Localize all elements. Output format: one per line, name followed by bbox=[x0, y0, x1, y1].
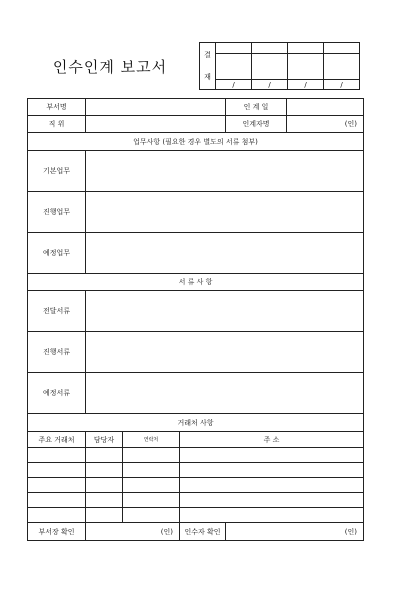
planned-work-field[interactable] bbox=[86, 233, 364, 274]
clients-header: 거래처 사항 bbox=[28, 414, 364, 432]
person-cell[interactable] bbox=[86, 448, 123, 463]
approval-title-cell[interactable] bbox=[252, 43, 288, 54]
approval-label bbox=[200, 43, 216, 90]
address-cell[interactable] bbox=[180, 448, 364, 463]
client-cell[interactable] bbox=[28, 463, 86, 478]
approval-date-cell[interactable]: / bbox=[288, 80, 324, 90]
approval-title-cell[interactable] bbox=[216, 43, 252, 54]
dept-head-confirm-label: 부서장 확인 bbox=[28, 523, 86, 541]
person-cell[interactable] bbox=[86, 508, 123, 523]
person-cell[interactable] bbox=[86, 463, 123, 478]
client-cell[interactable] bbox=[28, 448, 86, 463]
address-cell[interactable] bbox=[180, 493, 364, 508]
handover-form bbox=[27, 98, 364, 541]
handover-date-field[interactable] bbox=[287, 99, 364, 116]
client-cell[interactable] bbox=[28, 478, 86, 493]
approval-date-cell[interactable]: / bbox=[216, 80, 252, 90]
approval-sign-cell[interactable] bbox=[324, 54, 360, 80]
approval-title-cell[interactable] bbox=[288, 43, 324, 54]
planned-work-label: 예정업무 bbox=[28, 233, 86, 274]
approval-label-bottom: 재 bbox=[204, 73, 211, 81]
col-contact: 연락처 bbox=[123, 432, 180, 448]
client-cell[interactable] bbox=[28, 508, 86, 523]
position-label: 직 위 bbox=[28, 116, 86, 133]
approval-sign-cell[interactable] bbox=[216, 54, 252, 80]
approval-sign-cell[interactable] bbox=[252, 54, 288, 80]
address-cell[interactable] bbox=[180, 463, 364, 478]
person-cell[interactable] bbox=[86, 478, 123, 493]
address-cell[interactable] bbox=[180, 508, 364, 523]
ongoing-work-field[interactable] bbox=[86, 192, 364, 233]
receiver-confirm-field[interactable]: (인) bbox=[226, 523, 364, 541]
work-header: 업무사항 (필요한 경우 별도의 서류 첨부) bbox=[28, 133, 364, 151]
approval-label-top: 결 bbox=[204, 51, 211, 59]
planned-docs-field[interactable] bbox=[86, 373, 364, 414]
person-cell[interactable] bbox=[86, 493, 123, 508]
delivered-docs-label: 전달서류 bbox=[28, 291, 86, 332]
approval-box bbox=[199, 42, 360, 90]
handover-person-field[interactable]: (인) bbox=[287, 116, 364, 133]
col-main-client: 주요 거래처 bbox=[28, 432, 86, 448]
dept-field[interactable] bbox=[86, 99, 226, 116]
approval-title-cell[interactable] bbox=[324, 43, 360, 54]
contact-cell[interactable] bbox=[123, 448, 180, 463]
dept-label: 부서명 bbox=[28, 99, 86, 116]
contact-cell[interactable] bbox=[123, 508, 180, 523]
col-address: 주 소 bbox=[180, 432, 364, 448]
dept-head-confirm-field[interactable]: (인) bbox=[86, 523, 180, 541]
receiver-confirm-label: 인수자 확인 bbox=[180, 523, 226, 541]
approval-date-cell[interactable]: / bbox=[252, 80, 288, 90]
ongoing-docs-field[interactable] bbox=[86, 332, 364, 373]
contact-cell[interactable] bbox=[123, 478, 180, 493]
basic-work-field[interactable] bbox=[86, 151, 364, 192]
planned-docs-label: 예정서류 bbox=[28, 373, 86, 414]
ongoing-docs-label: 진행서류 bbox=[28, 332, 86, 373]
basic-work-label: 기본업무 bbox=[28, 151, 86, 192]
client-cell[interactable] bbox=[28, 493, 86, 508]
address-cell[interactable] bbox=[180, 478, 364, 493]
col-person: 담당자 bbox=[86, 432, 123, 448]
delivered-docs-field[interactable] bbox=[86, 291, 364, 332]
page-title: 인수인계 보고서 bbox=[52, 58, 168, 76]
contact-cell[interactable] bbox=[123, 493, 180, 508]
contact-cell[interactable] bbox=[123, 463, 180, 478]
ongoing-work-label: 진행업무 bbox=[28, 192, 86, 233]
docs-header: 서 류 사 항 bbox=[28, 274, 364, 291]
handover-date-label: 인 계 일 bbox=[226, 99, 287, 116]
position-field[interactable] bbox=[86, 116, 226, 133]
handover-person-label: 인계자명 bbox=[226, 116, 287, 133]
approval-sign-cell[interactable] bbox=[288, 54, 324, 80]
approval-date-cell[interactable]: / bbox=[324, 80, 360, 90]
